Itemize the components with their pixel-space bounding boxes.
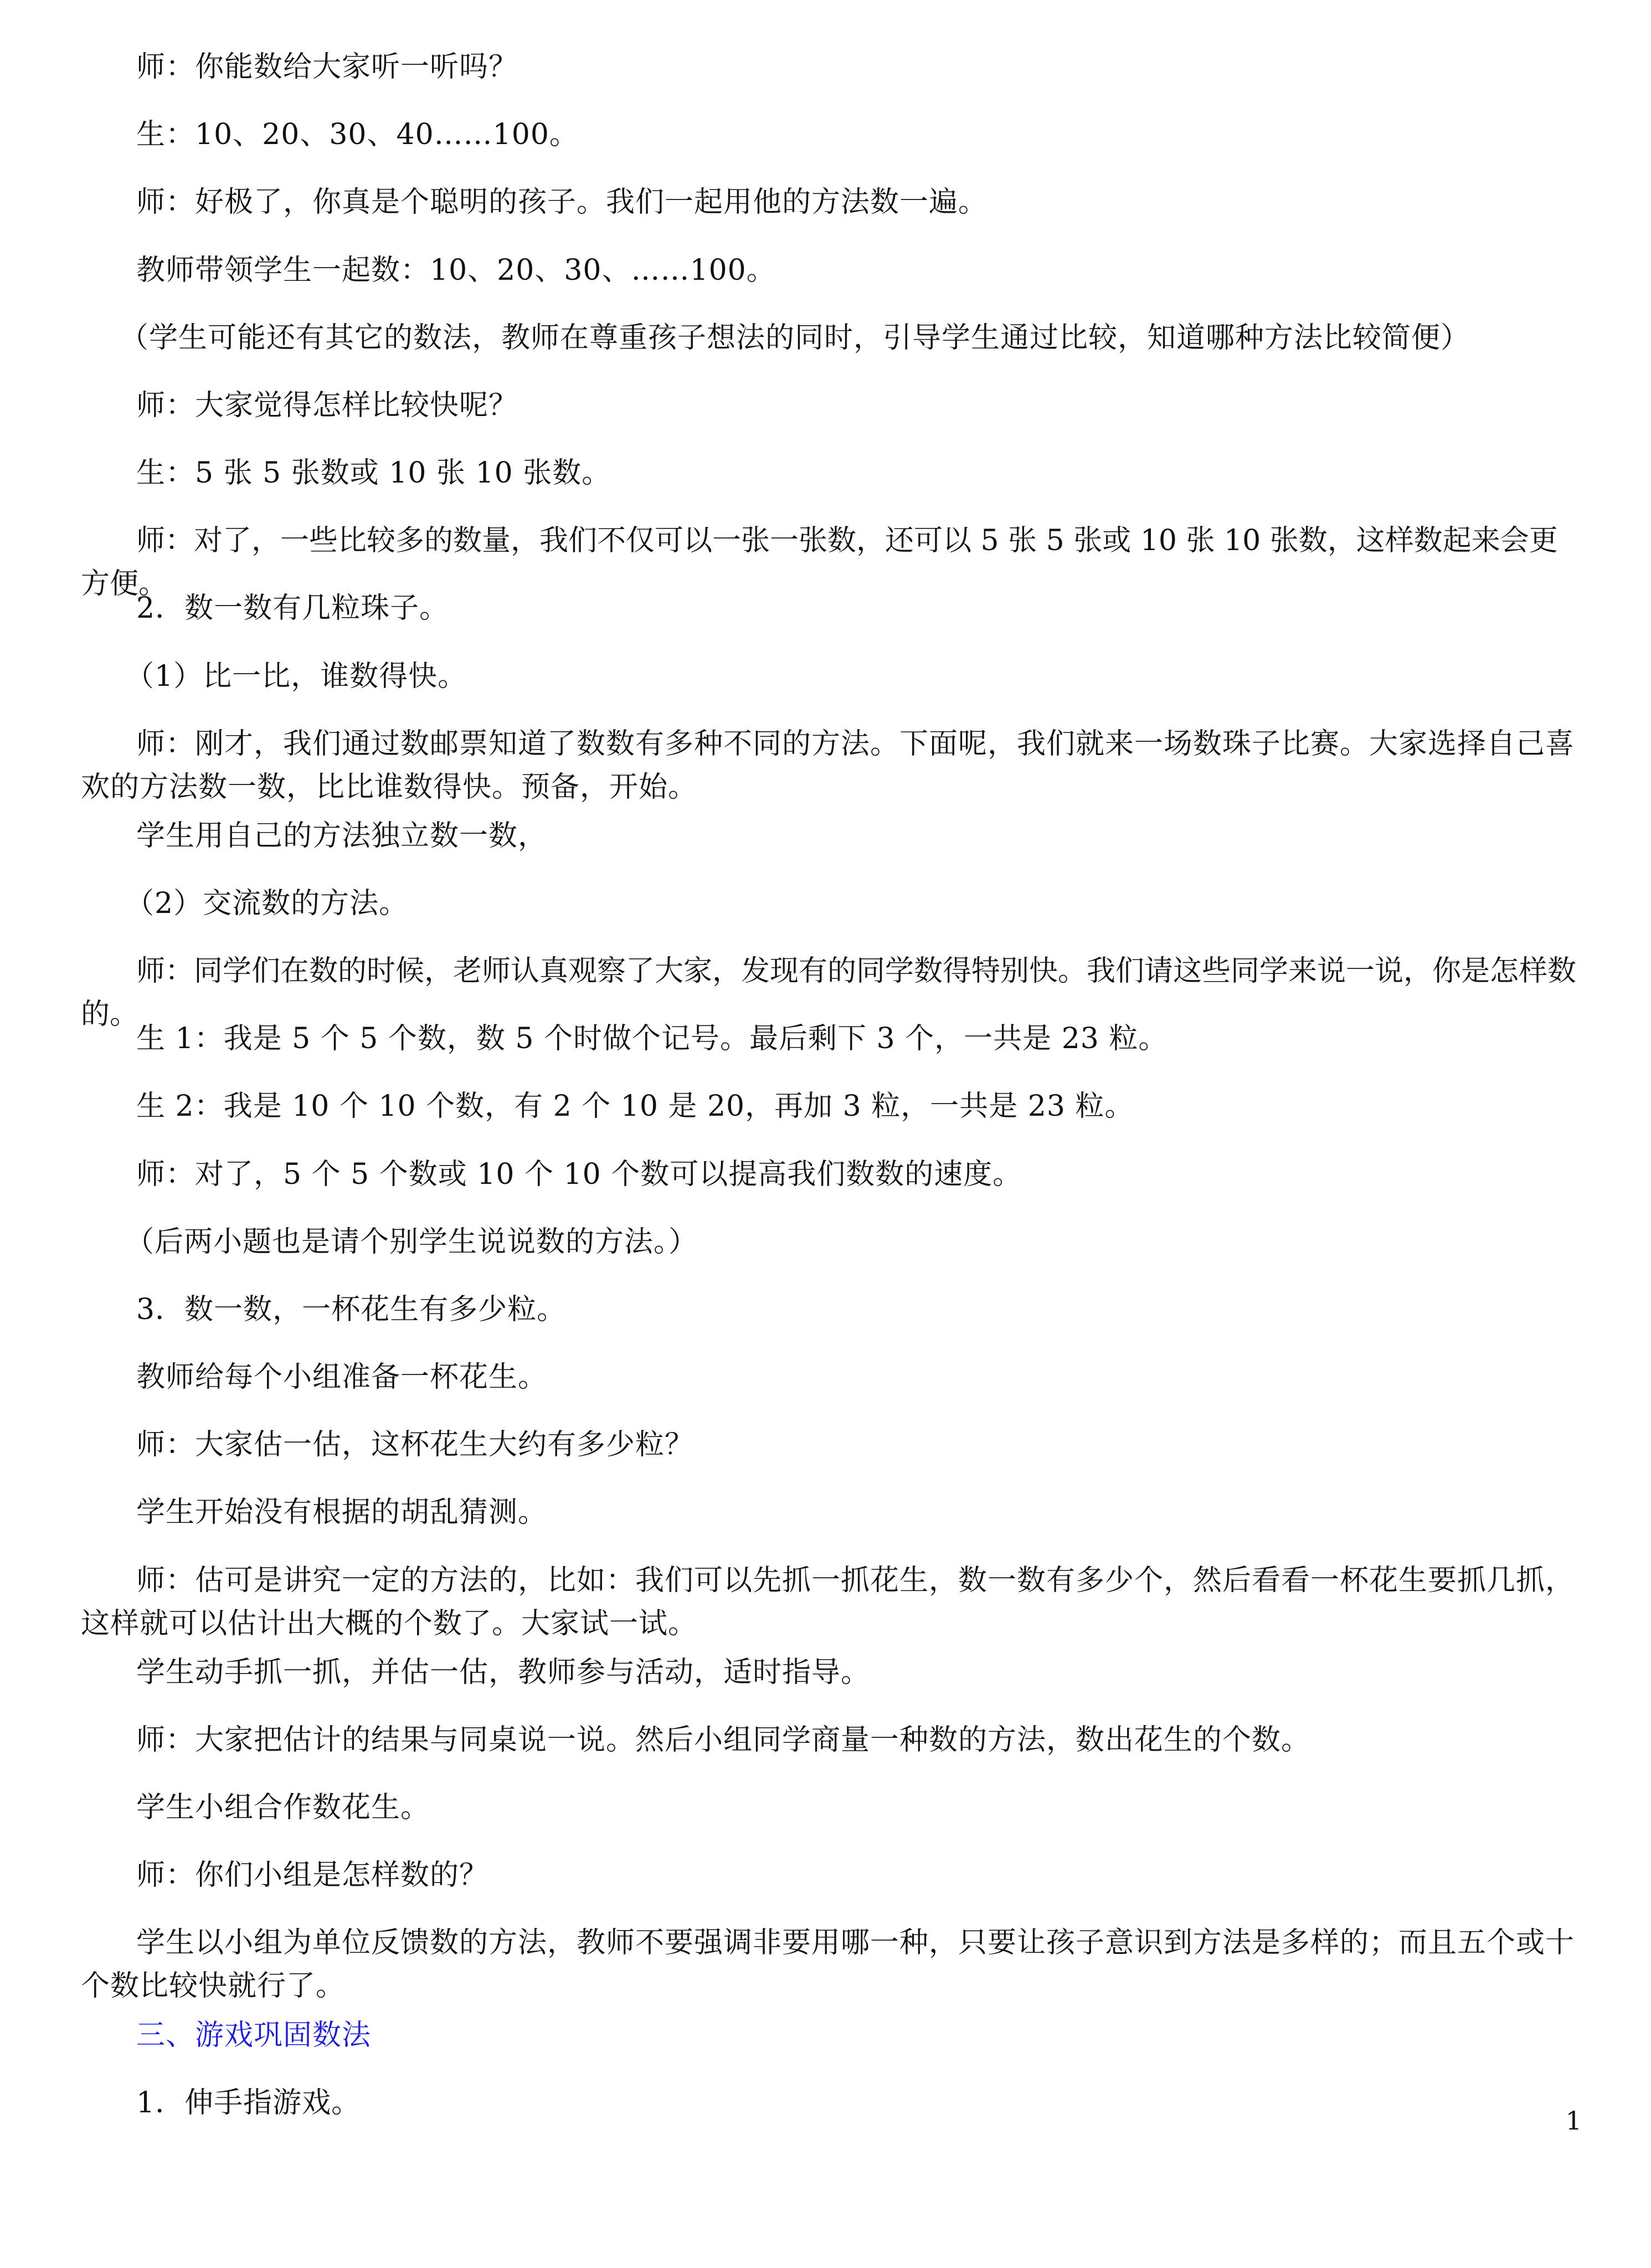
paragraph-4: 教师带领学生一起数：10、20、30、……100。 [136, 254, 776, 287]
paragraph-16: 生 2：我是 10 个 10 个数，有 2 个 10 是 20，再加 3 粒，一共是 23 粒。 [136, 1090, 1134, 1123]
paragraph-23: 师：估可是讲究一定的方法的，比如：我们可以先抓一抓花生，数一数有多少个，然后看看一杯花生要抓几抓，这样就可以估计出大概的个数了。大家试一试。 [81, 1564, 1575, 1640]
paragraph-3: 师：好极了，你真是个聪明的孩子。我们一起用他的方法数一遍。 [136, 186, 988, 219]
paragraph-13: （2）交流数的方法。 [125, 887, 409, 920]
paragraph-14: 师：同学们在数的时候，老师认真观察了大家，发现有的同学数得特别快。我们请这些同学来说一说，你是怎样数的。 [81, 955, 1577, 1031]
paragraph-2: 生：10、20、30、40……100。 [136, 118, 579, 151]
paragraph-8: 师：对了，一些比较多的数量，我们不仅可以一张一张数，还可以 5 张 5 张或 10 张 10 张数，这样数起来会更方便。 [81, 524, 1558, 601]
paragraph-26: 学生小组合作数花生。 [136, 1791, 430, 1824]
paragraph-9: 2．数一数有几粒珠子。 [136, 592, 449, 625]
paragraph-18: （后两小题也是请个别学生说说数的方法。） [125, 1225, 698, 1259]
section-heading: 三、游戏巩固数法 [136, 2019, 372, 2052]
paragraph-1: 师：你能数给大家听一听吗？ [136, 50, 518, 84]
paragraph-6: 师：大家觉得怎样比较快呢？ [136, 389, 518, 422]
paragraph-5: （学生可能还有其它的数法，教师在尊重孩子想法的同时，引导学生通过比较，知道哪种方法比较简便） [120, 321, 1470, 355]
paragraph-17: 师：对了，5 个 5 个数或 10 个 10 个数可以提高我们数数的速度。 [136, 1158, 1022, 1191]
paragraph-12: 学生用自己的方法独立数一数， [136, 819, 548, 853]
paragraph-28: 学生以小组为单位反馈数的方法，教师不要强调非要用哪一种，只要让孩子意识到方法是多样的；而且五个或十个数比较快就行了。 [81, 1926, 1575, 2003]
paragraph-21: 师：大家估一估，这杯花生大约有多少粒？ [136, 1428, 695, 1461]
paragraph-20: 教师给每个小组准备一杯花生。 [136, 1361, 548, 1394]
paragraph-25: 师：大家把估计的结果与同桌说一说。然后小组同学商量一种数的方法，数出花生的个数。 [136, 1723, 1311, 1757]
paragraph-11: 师：刚才，我们通过数邮票知道了数数有多种不同的方法。下面呢，我们就来一场数珠子比赛。大家选择自己喜欢的方法数一数，比比谁数得快。预备，开始。 [81, 727, 1575, 804]
paragraph-27: 师：你们小组是怎样数的？ [136, 1859, 489, 1892]
page-number: 1 [1565, 2106, 1582, 2136]
paragraph-24: 学生动手抓一抓，并估一估，教师参与活动，适时指导。 [136, 1656, 871, 1689]
paragraph-22: 学生开始没有根据的胡乱猜测。 [136, 1496, 548, 1529]
paragraph-30: 1．伸手指游戏。 [136, 2086, 361, 2120]
paragraph-15: 生 1：我是 5 个 5 个数，数 5 个时做个记号。最后剩下 3 个，一共是 23 粒。 [136, 1022, 1168, 1055]
paragraph-10: （1）比一比，谁数得快。 [125, 660, 467, 693]
paragraph-7: 生：5 张 5 张数或 10 张 10 张数。 [136, 456, 611, 490]
paragraph-19: 3．数一数，一杯花生有多少粒。 [136, 1293, 567, 1326]
